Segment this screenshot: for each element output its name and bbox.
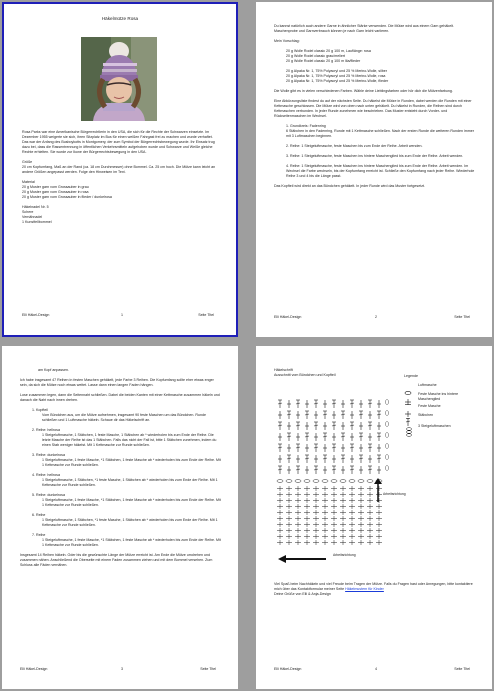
arrow-left-label: Arbeitsrichtung (333, 553, 356, 557)
yarn-intro: Du kannst natürlich auch andere Garne in ähnlicher Stärke verwenden. Die Mütze wird aus einem Garn gehäkelt. Maschenprobe und Garnverbrauch können je nach Garn leicht variieren. (274, 24, 454, 33)
step-item: 1. Grundkreis: Fadenring 6 Stäbchen in den Fadenring, Runde mit 1 Kettmasche schließen. Nach der ersten Runde die weiteren Runden immer mit 3 Luftmaschen beginnen. (286, 124, 474, 138)
turning-chain (386, 444, 389, 449)
footer-page-number: 1 (121, 313, 123, 317)
back-loop-stitch-icon (404, 392, 418, 399)
outro-text (274, 582, 476, 592)
legend-label: Feste Masche (418, 404, 441, 408)
chain-stitch (295, 480, 301, 483)
yarn-item: 20 g Wolle Rodel classic grau/meliert (286, 54, 346, 58)
hat-photo-image (81, 37, 157, 121)
chain-stitch (349, 480, 355, 483)
turning-chain (386, 422, 389, 427)
step-item: 3. Reihe: 1 Steigeluftmasche, feste Maschen ins hintere Maschenglied bis zum Ende der Reihe. Arbeit wenden. (286, 154, 464, 158)
turning-chain (386, 411, 389, 416)
footer-brand: Elli Häkel-Design (274, 315, 302, 319)
round-text: 1 Steigeluftmasche, 1 Stäbchen, *1 feste Masche, 1 Stäbchen ab * wiederholen bis zum Ende der Reihe. Mit 1 Kettmasche zur Runde schließen. (42, 478, 218, 487)
hat-photo (81, 37, 157, 121)
chain-stitch (331, 480, 337, 483)
intro-text: Rosa Parks war eine Amerikanische Bürgerrechtlerin in den USA, die sich für die Rechte der Schwarzen einsetzte. Im Dezember 1955 weigerte sie sich, ihren Sitzplatz im Bus für einen weißen Fahrgast frei zu machen und wurde verhaftet. Das war der Anfang des Busboykotts in Montgomery, der zum Symbol der Bürgerrechtsbewegung wurde. Ihr Einsatz trug dazu bei, dass die Rassentrennung in öffentlichen Verkehrsmitteln aufgehoben wurde und Schwarze und Weiße gleiche Rechte erhielten. Sie wurde zur Ikone der Bürgerrechtsbewegung in den USA. (22, 130, 215, 154)
tool-item: Schere (22, 210, 34, 214)
round-text: 1 Steigeluftmasche, 1 feste Masche, *1 Stäbchen, 1 feste Masche ab * wiederholen bis zum Ende der Reihe. Mit 1 Kettmasche zur Runde schließen. (42, 458, 221, 467)
yarn-item: 20 g Alpaka Nr. 1, 75% Polyacryl und 25 % Merino-Wolle, rosa (286, 74, 386, 78)
round-heading: 1. Kopfteil (32, 408, 48, 412)
paragraph: Ich habe insgesamt 47 Reihen in festen Maschen gehäkelt, jede Farbe 3 Reihen. Die Kopfumfang sollte eher etwas enger sein, da sich die Mütze noch etwas weitet. Lasse dann einen langen Faden hängen. (20, 378, 214, 387)
single-crochet-icon (404, 404, 418, 411)
page-2 (256, 2, 492, 337)
chain-stitch (286, 480, 292, 483)
chain-stitch (277, 480, 283, 483)
direction-arrow-left (278, 551, 388, 561)
footer-page-number: 3 (121, 667, 123, 671)
chart-title: Häkelschrift (274, 368, 293, 372)
round-heading: 3. Reihe: dunkelrosa (32, 453, 65, 457)
round-text: 1 Steigeluftmasche, 1 feste Masche, *1 Stäbchen, 1 feste Masche ab * wiederholen bis zum Ende der Reihe. Mit 1 Kettmasche zur Runde schließen. (42, 498, 221, 507)
signature: Deine Grüße von Elli & Anja-Design (274, 592, 331, 596)
continued-text: am Kopf anpassen. (38, 368, 69, 372)
turning-chain (386, 400, 389, 405)
yarn-item: 20 g Alpaka Nr. 1, 75% Polyacryl und 25 % Merino-Wolle, flieder (286, 79, 389, 83)
chain-stitch (313, 480, 319, 483)
legend-label: Luftmasche (418, 383, 437, 387)
round-text: 1 Steigeluftmasche, 1 Stäbchen, 1 feste Masche, 1 Stäbchen ab * wiederholen bis zum Ende der Reihe. Die letzte Masche der Reihe ist das 1 Stäbchen. Falls das nicht der Fall ist, bitte 1 Stäbchen zunehmen, indem du einen Stab weniger häkelst. Mit 1 Kettmasche zur Runde schließen. (42, 433, 217, 447)
chart-subtitle: Ausschnitt vom Bündchen und Kopfteil (274, 373, 336, 377)
size-heading: Größe (22, 160, 33, 164)
yarn-item: 20 g Wolle Rodel classic 20 g 100 m, Lauflänge: rosa (286, 49, 371, 53)
round-heading: 6. Reihe (32, 513, 46, 517)
yarn-note: Die Wolle gibt es in vielen verschiedenen Farben. Wähle deine Lieblingsfarben oder hör dich die Mützenfarbung. (274, 89, 453, 93)
step-item: 4. Reihe: 1 Steigeluftmasche, feste Maschen ins hintere Maschenglied bis zum Ende der Reihe. Arbeit wenden. Im Wechsel die Farbe wechseln, bis der Kopfumfang erreicht ist. Schließe den Kopfumfang nach jeder Reihe. Wiederhole Reihe 3 und 4 bis die Länge passt. (286, 164, 475, 178)
arrow-up-label: Arbeitsrichtung (383, 492, 406, 496)
round-heading: 7. Reihe (32, 533, 46, 537)
footer-title: Seite Titel (200, 667, 216, 671)
yarn-item: 20 g Wolle Rodel classic 20 g 100 m lila/flieder (286, 59, 361, 63)
chain-stitch (367, 480, 373, 483)
footer-page-number: 4 (375, 667, 377, 671)
round-text: Vom Bündchen aus, um die Mütze aufnehmen, insgesamt 90 feste Maschen um das Bündchen. Runde schließen und 1 Luftmasche häkeln. Schaue dir das Häkelschrift an. (42, 413, 207, 422)
page-1 (2, 2, 238, 337)
legend-row (404, 383, 478, 390)
chain-stitch (304, 480, 310, 483)
turning-chain (386, 466, 389, 471)
material-item: 20 g Muster garn vom Grossauber in grau (22, 185, 89, 189)
turning-chain (386, 455, 389, 460)
tool-item: Häkelnadel Nr. 5 (22, 205, 49, 209)
size-text: 20 cm Kopfumfang, Maß an der Rand (ca. 18 cm Durchmesser) ohne Bommel. Ca. 25 cm hoch. Die Mütze kann leicht an andere Größen angepasst werden. Folge den Hinweisen im Text. (22, 165, 216, 174)
direction-arrow-up (374, 478, 404, 504)
footer-title: Seite Titel (454, 315, 470, 319)
closing-paragraph: Insgesamt 14 Reihen häkeln. Oder bis die gewünschte Länge der Mütze erreicht ist. Am Ende die Mütze umdrehen und zusammen nähen. Anschließend die Oberseite mit einem Faden zusammen ziehen und mit dem Bommel versehen. Zum Schluss alle Fäden vernähen. (20, 553, 213, 567)
step-note: Das Kopfteil wird direkt an das Bündchen gehäkelt. In jeder Runde wird das Muster fortgesetzt. (274, 184, 426, 188)
round-heading: 2. Reihe: hellrosa (32, 428, 60, 432)
step-item: 2. Reihe: 1 Steigeluftmasche, feste Maschen bis zum Ende der Reihe. Arbeit wenden. (286, 144, 423, 148)
round-text: 1 Steigeluftmasche, 1 feste Masche, *1 Stäbchen, 1 feste Masche ab * wiederholen bis zum Ende der Reihe. Mit 1 Kettmasche zur Runde schließen. (42, 538, 221, 547)
legend-title: Legende (404, 374, 418, 378)
tool-item: Vernähnadel (22, 215, 43, 219)
abbreviation-text: Eine Abkürzungsliste findest du auf der nächsten Seite. Du häkelst die Mütze in Runden, dabei werden die Runden mit einer Kettmasche geschlossen. Die Mütze wird von oben nach unten gehäkelt. Du häkelst in Runden, die Reihen sind durch Kettmaschen verbunden. In jeder Runde zunehmen wie beschrieben. Das Muster entsteht durch Vorder- und Rückseitenmaschen im Wechsel. (274, 99, 472, 118)
chain-stitch (322, 480, 328, 483)
round-heading: 5. Reihe: dunkelrosa (32, 493, 65, 497)
yarn-heading: Mein Vorschlag: (274, 39, 300, 43)
crochet-chart (274, 392, 394, 552)
footer-brand: Elli Häkel-Design (22, 313, 50, 317)
paragraph: Lose zusammen legen, dann die Seitennaht schließen. Dabei die beiden Kanten mit einer Kettmasche zusammen häkeln und danach die Naht nach innen drehen. (20, 393, 220, 402)
yarn-item: 20 g Alpaka Nr. 1, 75% Polyacryl und 25 % Merino-Wolle, silber (286, 69, 388, 73)
chain-stitch-icon (404, 383, 418, 390)
material-heading: Material (22, 180, 35, 184)
round-text: 1 Steigeluftmasche, 1 Stäbchen, *1 feste Masche, 1 Stäbchen ab * wiederholen bis zum Ende der Reihe. Mit 1 Kettmasche zur Runde schließen. (42, 518, 218, 527)
arrow-left-icon (278, 554, 328, 564)
legend-row (404, 413, 478, 420)
page-3 (2, 346, 238, 689)
double-crochet-icon (404, 413, 418, 420)
footer-brand: Elli Häkel-Design (274, 667, 302, 671)
outro-body: Viel Spaß beim Nachhäkeln und viel Freude beim Tragen der Mütze. Falls du Fragen hast oder Anregungen, bitte kontaktiere mich über das Kontaktformular meiner Seite (274, 582, 473, 591)
legend-row (404, 424, 478, 431)
legend-row (404, 392, 478, 402)
round-list (20, 408, 222, 548)
legend-label: Feste Masche ins hintere Maschenglied (418, 392, 459, 401)
chain-stitch (358, 480, 364, 483)
turning-chain-icon (404, 424, 418, 431)
footer-brand: Elli Häkel-Design (20, 667, 48, 671)
page-4 (256, 346, 492, 689)
legend-row (404, 404, 478, 411)
turning-chain (386, 433, 389, 438)
footer-page-number: 2 (375, 315, 377, 319)
legend-label: 3 Steigeluftmaschen (418, 424, 451, 428)
legend-label: Stäbchen (418, 413, 434, 417)
material-item: 20 g Muster garn vom Grossauber in flieder / dunkelrosa (22, 195, 112, 199)
footer-title: Seite Titel (454, 667, 470, 671)
legend (404, 374, 478, 433)
pattern-title: Häkelmütze Rosa (101, 16, 139, 21)
round-heading: 4. Reihe: hellrosa (32, 473, 60, 477)
tool-item: 1 Kunstfellbommel (22, 220, 52, 224)
website-link[interactable]: Häkelmustern für Kinder (345, 587, 384, 591)
arrow-up-icon (374, 478, 404, 504)
footer-title: Seite Titel (198, 313, 214, 317)
material-item: 20 g Muster garn vom Grossauber in rosa (22, 190, 89, 194)
chain-stitch (340, 480, 346, 483)
